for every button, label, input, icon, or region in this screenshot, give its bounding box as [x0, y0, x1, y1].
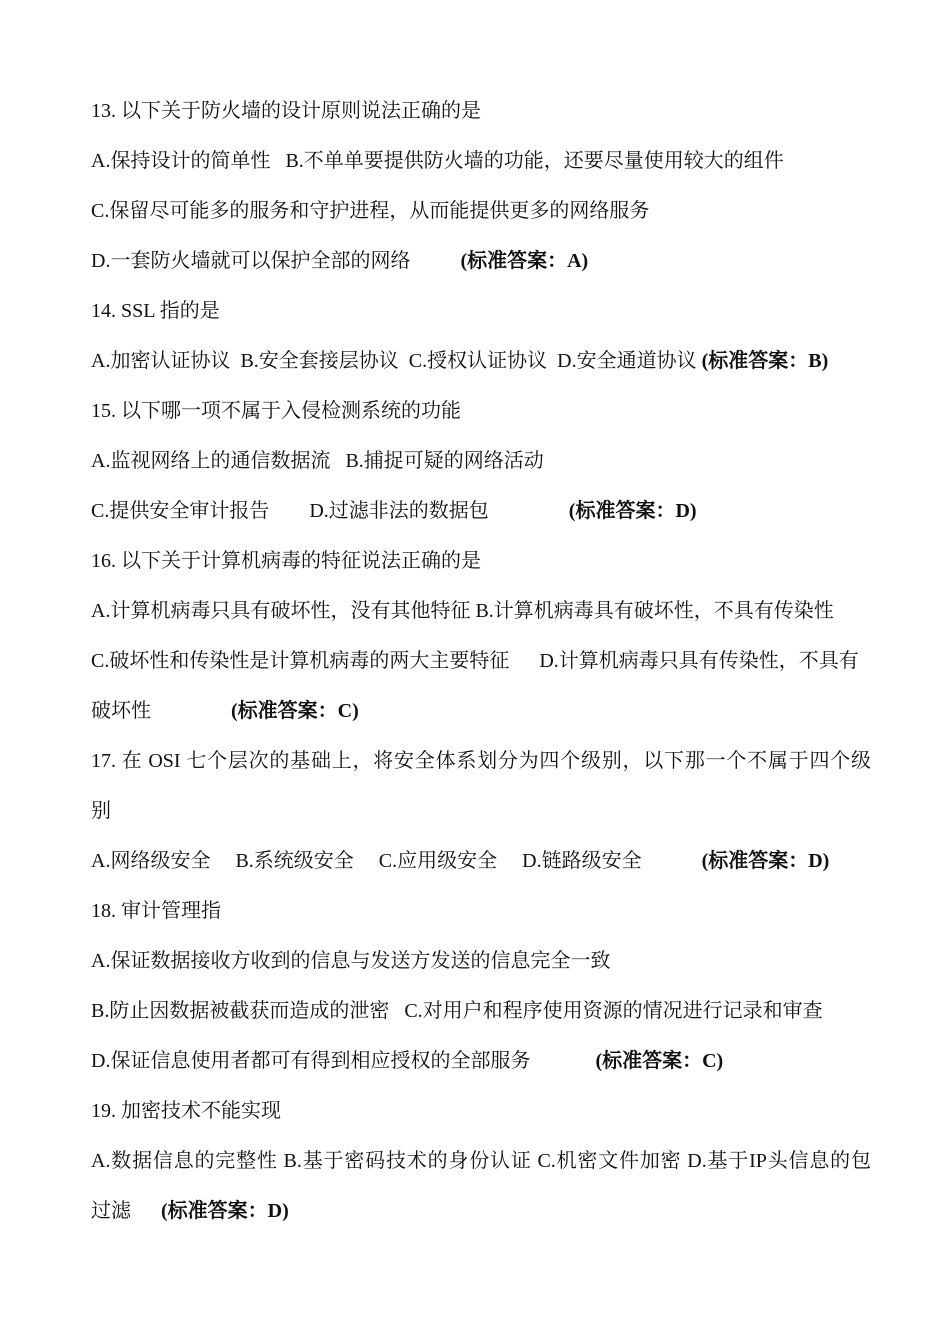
question-14-stem: 14. SSL 指的是: [91, 300, 220, 322]
question-15-options-ab: A.监视网络上的通信数据流 B.捕捉可疑的网络活动: [91, 450, 544, 472]
question-19-options: A.数据信息的完整性 B.基于密码技术的身份认证 C.机密文件加密 D.基于IP头信息的包: [91, 1150, 871, 1172]
question-13-answer: (标准答案：A): [460, 250, 589, 272]
question-14-options: A.加密认证协议 B.安全套接层协议 C.授权认证协议 D.安全通道协议 (标准答案：B): [91, 350, 829, 372]
question-13-options-ab: A.保持设计的简单性 B.不单单要提供防火墙的功能，还要尽量使用较大的组件: [91, 150, 784, 172]
question-16-stem: 16. 以下关于计算机病毒的特征说法正确的是: [91, 550, 481, 572]
question-18-options-bc: B.防止因数据被截获而造成的泄密 C.对用户和程序使用资源的情况进行记录和审查: [91, 1000, 823, 1022]
question-19-answer: (标准答案：D): [161, 1200, 289, 1222]
question-17-stem-cont: 别: [91, 800, 111, 822]
question-18-answer: (标准答案：C): [595, 1050, 724, 1072]
question-16-answer: (标准答案：C): [231, 700, 359, 722]
question-16-options-cont: 破坏性 (标准答案：C): [91, 700, 359, 722]
question-13-option-d: D.一套防火墙就可以保护全部的网络 (标准答案：A): [91, 250, 589, 272]
question-19-stem: 19. 加密技术不能实现: [91, 1100, 281, 1122]
question-15-stem: 15. 以下哪一项不属于入侵检测系统的功能: [91, 400, 461, 422]
question-16-options-cd: C.破坏性和传染性是计算机病毒的两大主要特征 D.计算机病毒只具有传染性，不具有: [91, 650, 859, 672]
question-17-answer: (标准答案：D): [701, 850, 830, 872]
question-15-answer: (标准答案：D): [568, 500, 697, 522]
question-18-option-d: D.保证信息使用者都可有得到相应授权的全部服务 (标准答案：C): [91, 1050, 724, 1072]
question-18-option-a: A.保证数据接收方收到的信息与发送方发送的信息完全一致: [91, 950, 611, 972]
document-page: [91, 86, 871, 1236]
question-13-stem: 13. 以下关于防火墙的设计原则说法正确的是: [91, 100, 481, 122]
question-17-stem: 17. 在 OSI 七个层次的基础上，将安全体系划分为四个级别，以下那一个不属于四个级: [91, 750, 871, 772]
question-15-options-cd: C.提供安全审计报告 D.过滤非法的数据包 (标准答案：D): [91, 500, 697, 522]
question-13-option-c: C.保留尽可能多的服务和守护进程，从而能提供更多的网络服务: [91, 200, 650, 222]
question-14-answer: (标准答案：B): [701, 350, 829, 372]
question-17-options: A.网络级安全 B.系统级安全 C.应用级安全 D.链路级安全 (标准答案：D): [91, 850, 830, 872]
question-16-options-ab: A.计算机病毒只具有破坏性，没有其他特征 B.计算机病毒具有破坏性，不具有传染性: [91, 600, 834, 622]
question-18-stem: 18. 审计管理指: [91, 900, 221, 922]
question-19-options-cont: 过滤 (标准答案：D): [91, 1200, 289, 1222]
